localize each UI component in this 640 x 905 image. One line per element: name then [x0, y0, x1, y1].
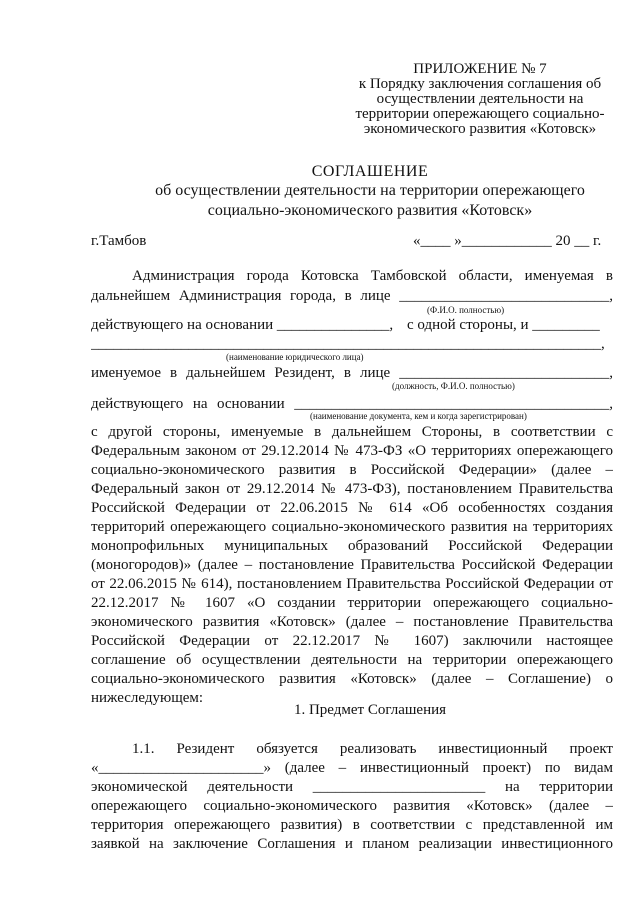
appendix-block	[350, 62, 610, 137]
body-line: Российской Федерации от 22.12.2017 № 1607) заключили настоящее	[91, 633, 613, 649]
document-subtitle-line: об осуществлении деятельности на территории опережающего	[155, 182, 585, 199]
blank-line: ____________________________________________________________________,	[91, 336, 605, 352]
body-line: Федеральным законом от 29.12.2014 № 473-ФЗ «О территориях опережающего	[91, 443, 613, 459]
appendix-line: территории опережающего социально-	[355, 106, 605, 122]
preamble-line: Администрация города Котовска Тамбовской области, именуемая в	[132, 268, 613, 284]
appendix-number: ПРИЛОЖЕНИЕ № 7	[413, 61, 547, 77]
body-line: нижеследующем:	[91, 690, 204, 706]
appendix-line: осуществлении деятельности на	[376, 91, 584, 107]
section-line: «______________________» (далее – инвестиционный проект) по видам	[91, 760, 613, 776]
body-line: социально-экономического развития «Котовск» (далее – Соглашение) о	[91, 671, 613, 687]
field-hint: (должность, Ф.И.О. полностью)	[392, 381, 515, 391]
document-subtitle-line: социально-экономического развития «Котовск»	[207, 202, 533, 219]
section-heading: 1. Предмет Соглашения	[293, 702, 447, 718]
section-line: заявкой на заключение Соглашения и планом реализации инвестиционного	[91, 836, 613, 852]
appendix-line: к Порядку заключения соглашения об	[358, 76, 602, 92]
body-line: Федеральный закон от 29.12.2014 № 473-ФЗ), постановлением Правительства	[91, 481, 613, 497]
field-hint: (наименование юридического лица)	[226, 352, 364, 362]
body-line: социально-экономического развития в Российской Федерации» (далее –	[91, 462, 613, 478]
body-line: монопрофильных муниципальных образований Российской Федерации	[91, 538, 613, 554]
preamble-line: действующего на основании __________________________________________,	[91, 396, 613, 412]
appendix-line: экономического развития «Котовск»	[363, 121, 597, 137]
body-line: территорий опережающего социально-экономического развития на территориях	[91, 519, 613, 535]
body-line: соглашение об осуществлении деятельности на территории опережающего	[91, 652, 613, 668]
preamble-line: именуемое в дальнейшем Резидент, в лице ____________________________,	[91, 365, 613, 381]
field-hint: (наименование документа, кем и когда зарегистрирован)	[310, 411, 527, 421]
preamble-line: действующего на основании _______________,	[91, 317, 394, 333]
field-hint: (Ф.И.О. полностью)	[427, 305, 505, 315]
section-line: опережающего социально-экономического развития «Котовск» (далее –	[91, 798, 613, 814]
preamble-line: дальнейшем Администрация города, в лице ____________________________,	[91, 288, 613, 304]
body-line: 22.12.2017 № 1607 «О создании территории опережающего социально-	[91, 595, 613, 611]
body-line: (моногородов)» (далее – постановление Правительства Российской Федерации	[91, 557, 613, 573]
body-line: от 22.06.2015 № 614), постановлением Правительства Российской Федерации от	[91, 576, 613, 592]
section-line: территория опережающего развития) в соответствии с представленной им	[91, 817, 613, 833]
body-line: экономического развития «Котовск» (далее – постановление Правительства	[91, 614, 613, 630]
body-line: Российской Федерации от 22.06.2015 № 614 «Об особенностях создания	[91, 500, 613, 516]
section-line: 1.1. Резидент обязуется реализовать инвестиционный проект	[132, 741, 613, 757]
body-line: с другой стороны, именуемые в дальнейшем Стороны, в соответствии с	[91, 424, 613, 440]
preamble-line: с одной стороны, и _________	[407, 317, 600, 333]
place-label: г.Тамбов	[91, 233, 147, 249]
document-title: СОГЛАШЕНИЕ	[311, 163, 429, 180]
section-line: экономической деятельности _______________________ на территории	[91, 779, 613, 795]
date-field: «____ »____________ 20 __ г.	[413, 233, 602, 249]
